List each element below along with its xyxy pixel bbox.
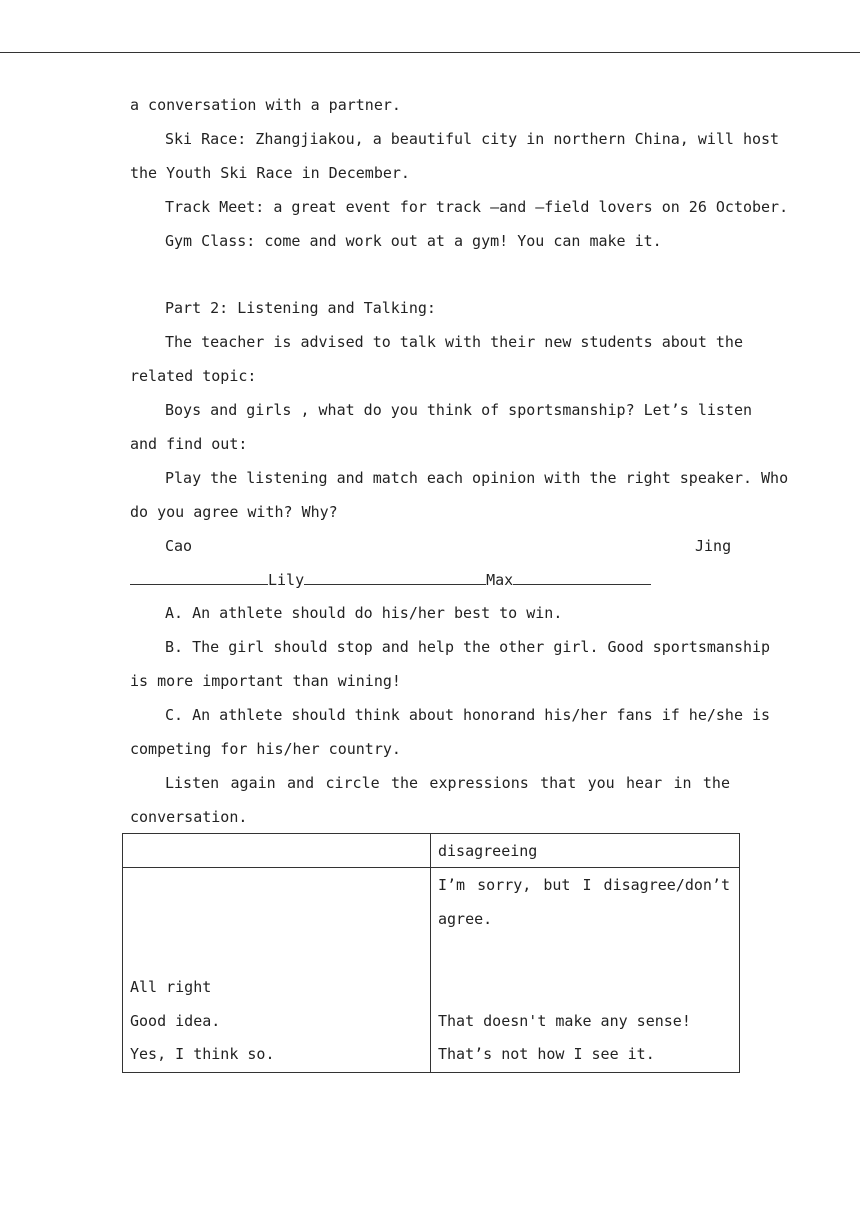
- answer-blank[interactable]: [304, 569, 486, 585]
- speaker-cao: Cao: [165, 537, 193, 555]
- expression-item[interactable]: I’m sorry, but I disagree/don’t: [438, 876, 730, 894]
- option-c: C. An athlete should think about honorand his/her fans if he/she is: [165, 706, 771, 724]
- speaker-blanks-row: [130, 569, 651, 589]
- answer-blank[interactable]: [130, 569, 268, 585]
- text-line: do you agree with? Why?: [130, 503, 338, 521]
- text-line: Play the listening and match each opinion with the right speaker. Who: [165, 469, 789, 487]
- text-line: Ski Race: Zhangjiakou, a beautiful city in northern China, will host: [165, 130, 780, 148]
- expression-item[interactable]: Yes, I think so.: [130, 1045, 275, 1063]
- table-row: [123, 868, 740, 1073]
- option-a: A. An athlete should do his/her best to win.: [165, 604, 563, 622]
- text-line: Boys and girls , what do you think of sportsmanship? Let’s listen: [165, 401, 752, 419]
- instruction-line: conversation.: [130, 808, 248, 826]
- text-line: Track Meet: a great event for track –and –field lovers on 26 October.: [165, 198, 789, 216]
- speaker-jing: Jing: [695, 537, 732, 555]
- option-c-cont: competing for his/her country.: [130, 740, 401, 758]
- speaker-lily: Lily: [268, 571, 305, 589]
- expression-item[interactable]: All right: [130, 978, 212, 996]
- header-cell-disagreeing: disagreeing: [431, 834, 740, 868]
- text-line: and find out:: [130, 435, 248, 453]
- answer-blank[interactable]: [513, 569, 651, 585]
- option-b: B. The girl should stop and help the other girl. Good sportsmanship: [165, 638, 771, 656]
- disagreeing-cell: [431, 868, 740, 1073]
- expression-item-cont[interactable]: agree.: [438, 910, 493, 928]
- header-cell-agreeing: [123, 834, 431, 868]
- text-line: the Youth Ski Race in December.: [130, 164, 410, 182]
- text-line: Gym Class: come and work out at a gym! You can make it.: [165, 232, 662, 250]
- expression-item[interactable]: Good idea.: [130, 1012, 221, 1030]
- table-header-row: [123, 834, 740, 868]
- expressions-table: [122, 833, 740, 1073]
- expression-item[interactable]: That’s not how I see it.: [438, 1045, 655, 1063]
- section-heading: Part 2: Listening and Talking:: [165, 299, 436, 317]
- text-line: The teacher is advised to talk with their new students about the: [165, 333, 743, 351]
- speaker-max: Max: [486, 571, 514, 589]
- agreeing-cell: [123, 868, 431, 1073]
- option-b-cont: is more important than wining!: [130, 672, 401, 690]
- text-line: related topic:: [130, 367, 257, 385]
- text-line: a conversation with a partner.: [130, 96, 401, 114]
- header-rule: [0, 52, 860, 53]
- expression-item[interactable]: That doesn't make any sense!: [438, 1012, 691, 1030]
- instruction-line: Listen again and circle the expressions that you hear in the: [165, 774, 730, 792]
